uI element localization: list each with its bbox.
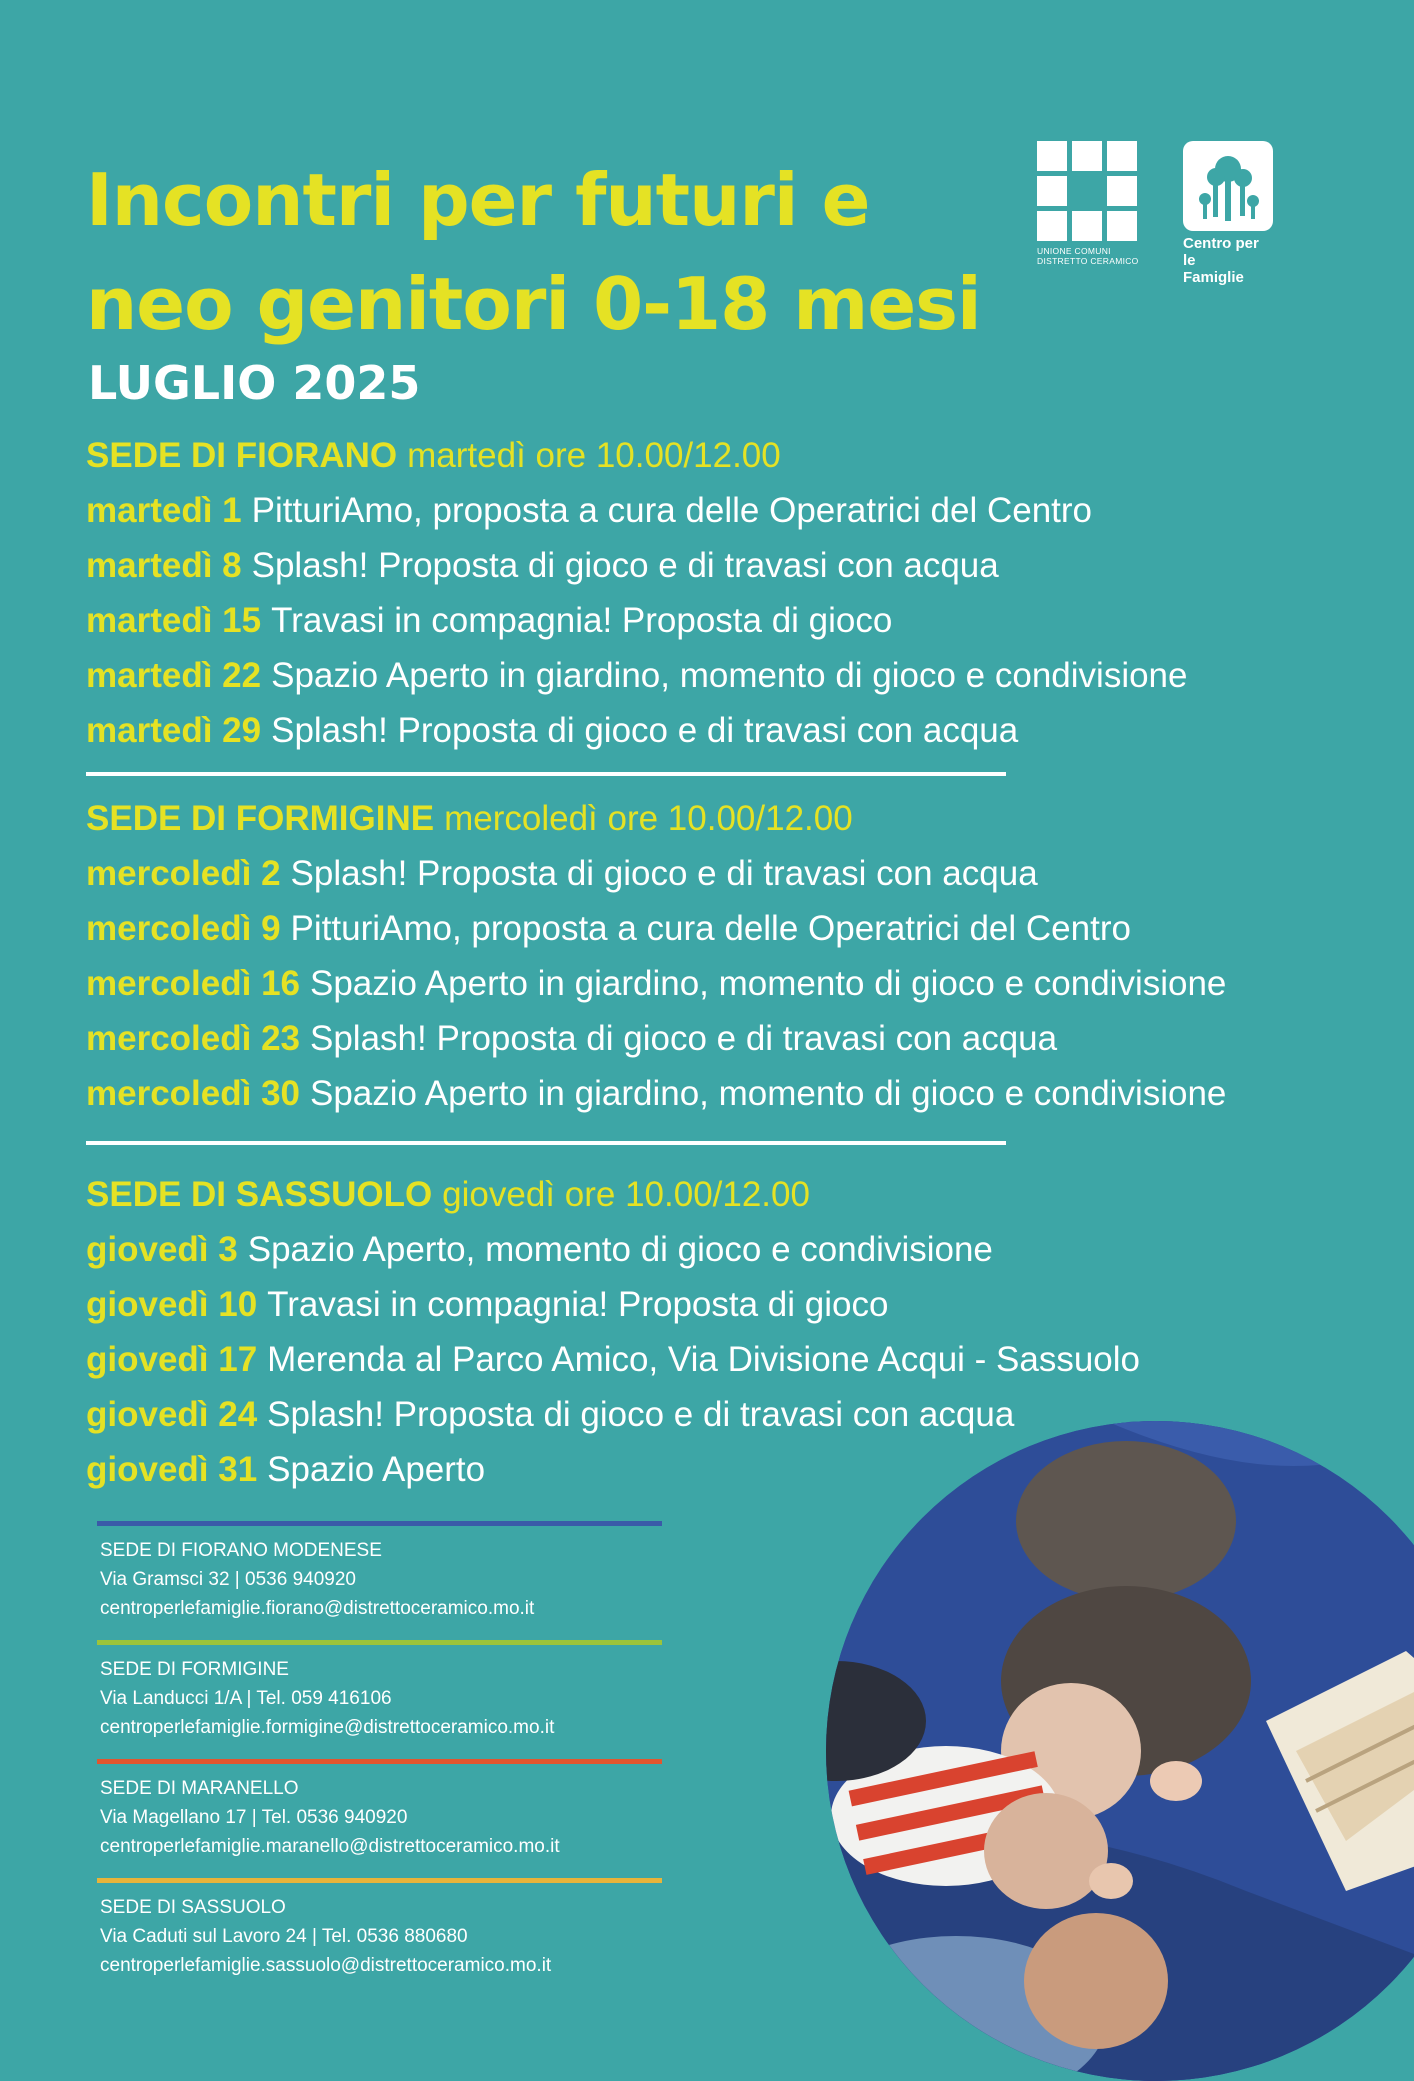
contact-block — [97, 1759, 662, 1878]
schedule-activity: PitturiAmo, proposta a cura delle Operatrici del Centro — [290, 909, 1131, 948]
contact-address: Via Magellano 17 | Tel. 0536 940920 — [100, 1807, 408, 1828]
section-formigine — [86, 791, 1386, 1121]
schedule-activity: Splash! Proposta di gioco e di travasi con acqua — [251, 546, 999, 585]
section-fiorano — [86, 428, 1386, 758]
schedule-activity: Spazio Aperto in giardino, momento di gioco e condivisione — [310, 964, 1227, 1003]
contact-address: Via Caduti sul Lavoro 24 | Tel. 0536 880680 — [100, 1926, 468, 1947]
section-place: SEDE DI FORMIGINE — [86, 799, 435, 838]
schedule-activity: Splash! Proposta di gioco e di travasi con acqua — [271, 711, 1019, 750]
schedule-row — [86, 956, 1386, 1011]
schedule-day: martedì 8 — [86, 546, 242, 585]
schedule-day: martedì 29 — [86, 711, 262, 750]
schedule-row — [86, 846, 1386, 901]
schedule-row — [86, 538, 1386, 593]
schedule-day: mercoledì 16 — [86, 964, 300, 1003]
contact-email[interactable]: centroperlefamiglie.formigine@distrettoceramico.mo.it — [100, 1717, 555, 1738]
schedule-day: giovedì 17 — [86, 1340, 258, 1379]
schedule-activity: Splash! Proposta di gioco e di travasi con acqua — [267, 1395, 1015, 1434]
contacts-list — [97, 1521, 662, 1997]
section-place: SEDE DI FIORANO — [86, 436, 398, 475]
contact-block — [97, 1640, 662, 1759]
schedule-day: martedì 22 — [86, 656, 262, 695]
contact-address: Via Landucci 1/A | Tel. 059 416106 — [100, 1688, 392, 1709]
schedule-day: martedì 15 — [86, 601, 262, 640]
month-label: LUGLIO 2025 — [88, 356, 421, 410]
schedule-day: martedì 1 — [86, 491, 242, 530]
section-divider — [86, 1141, 1006, 1145]
schedule-activity: Merenda al Parco Amico, Via Divisione Acqui - Sassuolo — [267, 1340, 1141, 1379]
schedule-day: giovedì 10 — [86, 1285, 258, 1324]
schedule-row — [86, 648, 1386, 703]
schedule-day: mercoledì 30 — [86, 1074, 300, 1113]
schedule-activity: Travasi in compagnia! Proposta di gioco — [267, 1285, 889, 1324]
section-time: martedì ore 10.00/12.00 — [407, 436, 781, 475]
contact-block — [97, 1878, 662, 1997]
contact-name: SEDE DI FORMIGINE — [100, 1659, 289, 1680]
contact-email[interactable]: centroperlefamiglie.sassuolo@distrettoceramico.mo.it — [100, 1955, 552, 1976]
section-heading — [86, 791, 1386, 846]
schedule-row — [86, 1011, 1386, 1066]
schedule-day: mercoledì 23 — [86, 1019, 300, 1058]
title-line-1: Incontri per futuri e — [86, 158, 870, 242]
section-time: giovedì ore 10.00/12.00 — [442, 1175, 810, 1214]
babies-playing-illustration — [826, 1421, 1414, 2081]
schedule-row — [86, 1332, 1386, 1387]
schedule-activity: Spazio Aperto in giardino, momento di gioco e condivisione — [310, 1074, 1227, 1113]
contact-address: Via Gramsci 32 | 0536 940920 — [100, 1569, 356, 1590]
schedule-activity: Spazio Aperto, momento di gioco e condivisione — [247, 1230, 993, 1269]
babies-photo — [826, 1421, 1414, 2081]
contact-email[interactable]: centroperlefamiglie.maranello@distrettoceramico.mo.it — [100, 1836, 560, 1857]
schedule-row — [86, 1066, 1386, 1121]
contact-name: SEDE DI MARANELLO — [100, 1778, 299, 1799]
schedule-day: giovedì 3 — [86, 1230, 238, 1269]
section-heading — [86, 428, 1386, 483]
square-grid-icon — [1037, 141, 1139, 241]
unione-logo-line-1: UNIONE COMUNI — [1037, 246, 1111, 256]
schedule-row — [86, 901, 1386, 956]
poster-title — [86, 148, 981, 356]
centro-famiglie-logo — [1183, 141, 1273, 286]
schedule-day: mercoledì 9 — [86, 909, 281, 948]
contact-name: SEDE DI SASSUOLO — [100, 1897, 286, 1918]
section-place: SEDE DI SASSUOLO — [86, 1175, 433, 1214]
section-heading — [86, 1167, 1386, 1222]
schedule-activity: PitturiAmo, proposta a cura delle Operatrici del Centro — [251, 491, 1093, 530]
unione-logo-line-2: DISTRETTO CERAMICO — [1037, 256, 1139, 266]
schedule-activity: Splash! Proposta di gioco e di travasi con acqua — [310, 1019, 1058, 1058]
centro-logo-line-1: Centro per le — [1183, 235, 1259, 269]
section-time: mercoledì ore 10.00/12.00 — [444, 799, 853, 838]
contact-email[interactable]: centroperlefamiglie.fiorano@distrettoceramico.mo.it — [100, 1598, 535, 1619]
centro-logo-line-2: Famiglie — [1183, 269, 1244, 286]
family-trees-icon — [1183, 141, 1273, 231]
schedule-activity: Spazio Aperto — [267, 1450, 486, 1489]
schedule-day: giovedì 31 — [86, 1450, 258, 1489]
schedule-activity: Splash! Proposta di gioco e di travasi con acqua — [290, 854, 1038, 893]
schedule-row — [86, 593, 1386, 648]
schedule-row — [86, 703, 1386, 758]
schedule-day: giovedì 24 — [86, 1395, 258, 1434]
schedule-activity: Travasi in compagnia! Proposta di gioco — [271, 601, 893, 640]
schedule-row — [86, 1277, 1386, 1332]
contact-block — [97, 1521, 662, 1640]
schedule-row — [86, 483, 1386, 538]
section-divider — [86, 772, 1006, 776]
schedule-activity: Spazio Aperto in giardino, momento di gioco e condivisione — [271, 656, 1188, 695]
schedule-row — [86, 1222, 1386, 1277]
contact-name: SEDE DI FIORANO MODENESE — [100, 1540, 382, 1561]
schedule-day: mercoledì 2 — [86, 854, 281, 893]
unione-comuni-logo — [1037, 141, 1139, 266]
title-line-2: neo genitori 0-18 mesi — [86, 262, 981, 346]
